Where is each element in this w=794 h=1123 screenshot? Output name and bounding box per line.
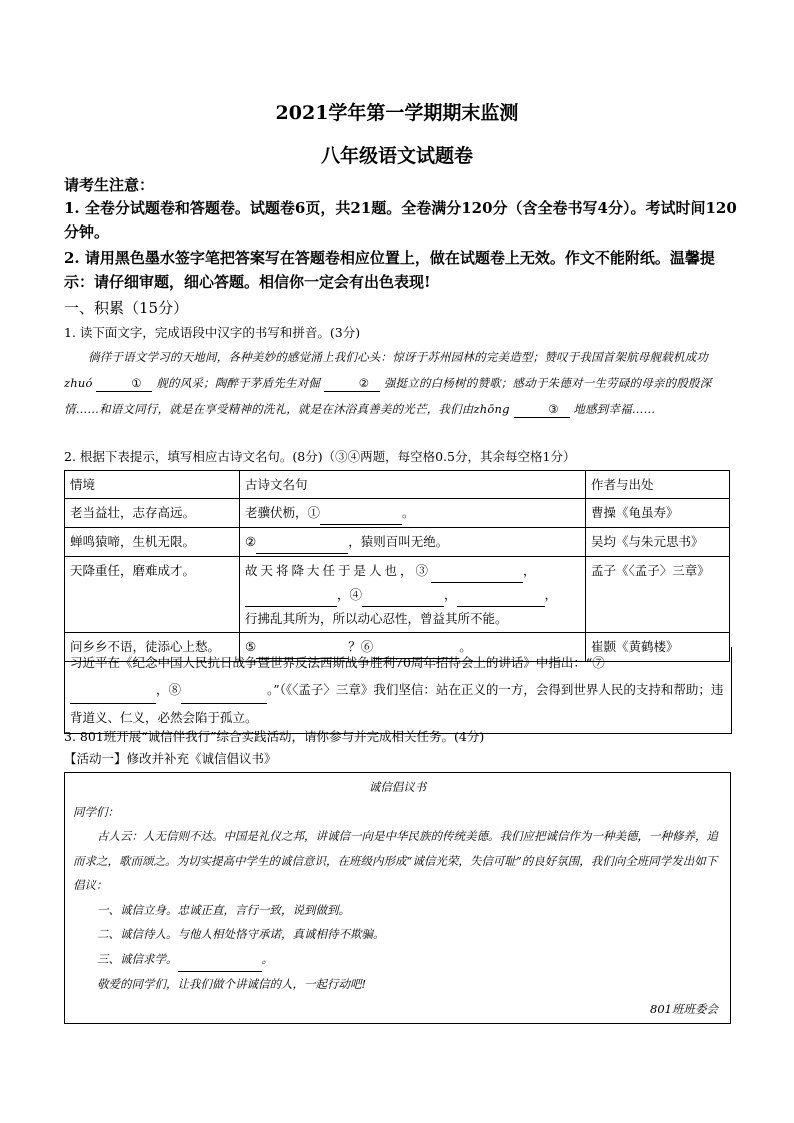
answer-blank[interactable] bbox=[320, 501, 402, 525]
source-cell: 崔颢《黄鹤楼》 bbox=[586, 633, 730, 662]
column-header: 情境 bbox=[65, 471, 240, 499]
question-2-stem: 2. 根据下表提示，填写相应古诗文名句。(8分)（③④两题，每空格0.5分，其余每空格1分） bbox=[64, 449, 576, 464]
activity-heading: 【活动一】修改并补充《诚信倡议书》 bbox=[64, 751, 277, 766]
blank-3[interactable]: ③ bbox=[514, 401, 570, 418]
answer-blank[interactable] bbox=[181, 676, 267, 704]
verse-cell bbox=[240, 499, 586, 528]
verse-text: ， bbox=[544, 587, 558, 602]
verse-text: ，猿则百叫无绝。 bbox=[348, 534, 449, 549]
context-cell: 老当益壮，志存高远。 bbox=[65, 499, 240, 528]
answer-blank[interactable] bbox=[245, 583, 337, 607]
notice-item-2: 2. 请用黑色墨水签字笔把答案写在答题卷相应位置上，做在试题卷上无效。作文不能附纸。温馨提示：请仔细审题，细心答题。相信你一定会有出色表现! bbox=[64, 249, 715, 291]
letter-text: 。 bbox=[261, 951, 273, 966]
letter-title: 诚信倡议书 bbox=[368, 780, 427, 794]
letter-signature: 801班班委会 bbox=[650, 1001, 718, 1016]
source-cell: 孟子《〈孟子〉三章》 bbox=[586, 557, 730, 633]
proposal-letter-box bbox=[64, 772, 731, 1024]
question-1-passage bbox=[64, 344, 732, 422]
verse-text: 行拂乱其所为，所以动心忍性，曾益其所不能。 bbox=[245, 611, 508, 626]
column-header: 作者与出处 bbox=[586, 471, 730, 499]
context-cell: 问乡乡不语，徒添心上愁。 bbox=[65, 633, 240, 662]
letter-item-1: 一、诚信立身。忠诚正直，言行一致，说到做到。 bbox=[97, 902, 350, 917]
verse-text: ， bbox=[523, 563, 536, 578]
answer-blank[interactable] bbox=[431, 559, 523, 583]
poem-table bbox=[64, 470, 730, 662]
table-row bbox=[65, 499, 730, 528]
answer-blank[interactable] bbox=[256, 530, 348, 554]
table-header-row bbox=[65, 471, 730, 499]
verse-text: 故天将降大任于是人也，③ bbox=[245, 563, 432, 578]
notice-item-1: 1. 全卷分试题卷和答题卷。试题卷6页，共21题。全卷满分120分（含全卷书写4分）。考试时间120分钟。 bbox=[64, 199, 737, 241]
passage-text: 地感到幸福…… bbox=[573, 402, 656, 416]
blank-2[interactable]: ② bbox=[324, 375, 380, 392]
table-row bbox=[65, 557, 730, 633]
verse-text: ？⑥ bbox=[348, 639, 374, 654]
verse-text: ② bbox=[245, 534, 257, 549]
source-cell: 吴均《与朱元思书》 bbox=[586, 528, 730, 557]
verse-text: 老骥伏枥，① bbox=[245, 505, 321, 520]
verse-text: ，④ bbox=[337, 587, 363, 602]
question-3-stem: 3. 801班开展“诚信伴我行”综合实践活动，请你参与并完成相关任务。(4分) bbox=[64, 729, 485, 744]
xi-quote-row bbox=[64, 647, 732, 734]
context-cell: 蝉鸣猿啼，生机无限。 bbox=[65, 528, 240, 557]
answer-blank[interactable] bbox=[457, 583, 545, 607]
letter-text: 三、诚信求学。 bbox=[97, 951, 178, 966]
passage-text: 舰的风采；陶醉于茅盾先生对倔 bbox=[156, 376, 321, 390]
verse-text: 。 bbox=[459, 639, 472, 654]
quote-text: 。”（《〈孟子〉三章》我们坚信：站在正义的一方，会得到世界人民的支持和帮助；违背道义、仁义，必然会陷于孤立。 bbox=[70, 682, 724, 725]
column-header: 古诗文名句 bbox=[240, 471, 586, 499]
answer-blank[interactable] bbox=[70, 676, 156, 704]
letter-item-2: 二、诚信待人。与他人相处恪守承诺，真诚相待不欺骗。 bbox=[97, 927, 385, 941]
passage-text: 徜徉于语文学习的天地间，各种美妙的感觉涌上我们心头：惊讶于苏州园林的完美造型；赞叹于我国首架航母舰载机成功zhuó bbox=[64, 350, 709, 390]
letter-item-3 bbox=[65, 947, 730, 973]
verse-text: ， bbox=[444, 587, 457, 602]
verse-text: 。 bbox=[402, 505, 415, 520]
context-cell: 天降重任，磨难成才。 bbox=[65, 557, 240, 633]
letter-closing: 敬爱的同学们，让我们做个讲诚信的人，一起行动吧! bbox=[97, 977, 367, 991]
verse-text: ⑤ bbox=[245, 639, 257, 654]
answer-blank[interactable] bbox=[178, 947, 262, 973]
source-cell: 曹操《龟虽寿》 bbox=[586, 499, 730, 528]
section-heading: 一、积累（15分） bbox=[64, 299, 189, 317]
passage-text: 强挺立的白杨树的赞歌；感动于朱德对一生劳碌的母亲的殷殷深情……和语文同行，就是在享受精神的洗礼，就是在沐浴真善美的光芒，我们由zhōng bbox=[64, 376, 712, 416]
answer-blank[interactable] bbox=[362, 583, 444, 607]
verse-cell bbox=[240, 557, 586, 633]
letter-greeting: 同学们： bbox=[73, 804, 119, 819]
page-title: 2021学年第一学期期末监测 bbox=[275, 102, 519, 124]
notice-heading: 请考生注意： bbox=[64, 176, 155, 194]
blank-1[interactable]: ① bbox=[96, 375, 152, 392]
question-1-stem: 1. 读下面文字，完成语段中汉字的书写和拼音。(3分) bbox=[64, 325, 361, 340]
table-row bbox=[65, 528, 730, 557]
quote-text: 习近平在《纪念中国人民抗日战争暨世界反法西斯战争胜利70周年招待会上的讲话》中指出：“⑦ bbox=[70, 655, 605, 670]
page-subtitle: 八年级语文试题卷 bbox=[320, 145, 473, 167]
verse-cell bbox=[240, 528, 586, 557]
quote-text: ，⑧ bbox=[156, 682, 182, 697]
letter-paragraph: 古人云：人无信则不达。中国是礼仪之邦，讲诚信一向是中华民族的传统美德。我们应把诚信作为一种美德，一种修养，追而求之，歌而颂之。为切实提高中学生的诚信意识，在班级内形成“诚信光荣，失信可耻”的良好氛围，我们向全班同学发出如下倡议： bbox=[73, 829, 718, 892]
